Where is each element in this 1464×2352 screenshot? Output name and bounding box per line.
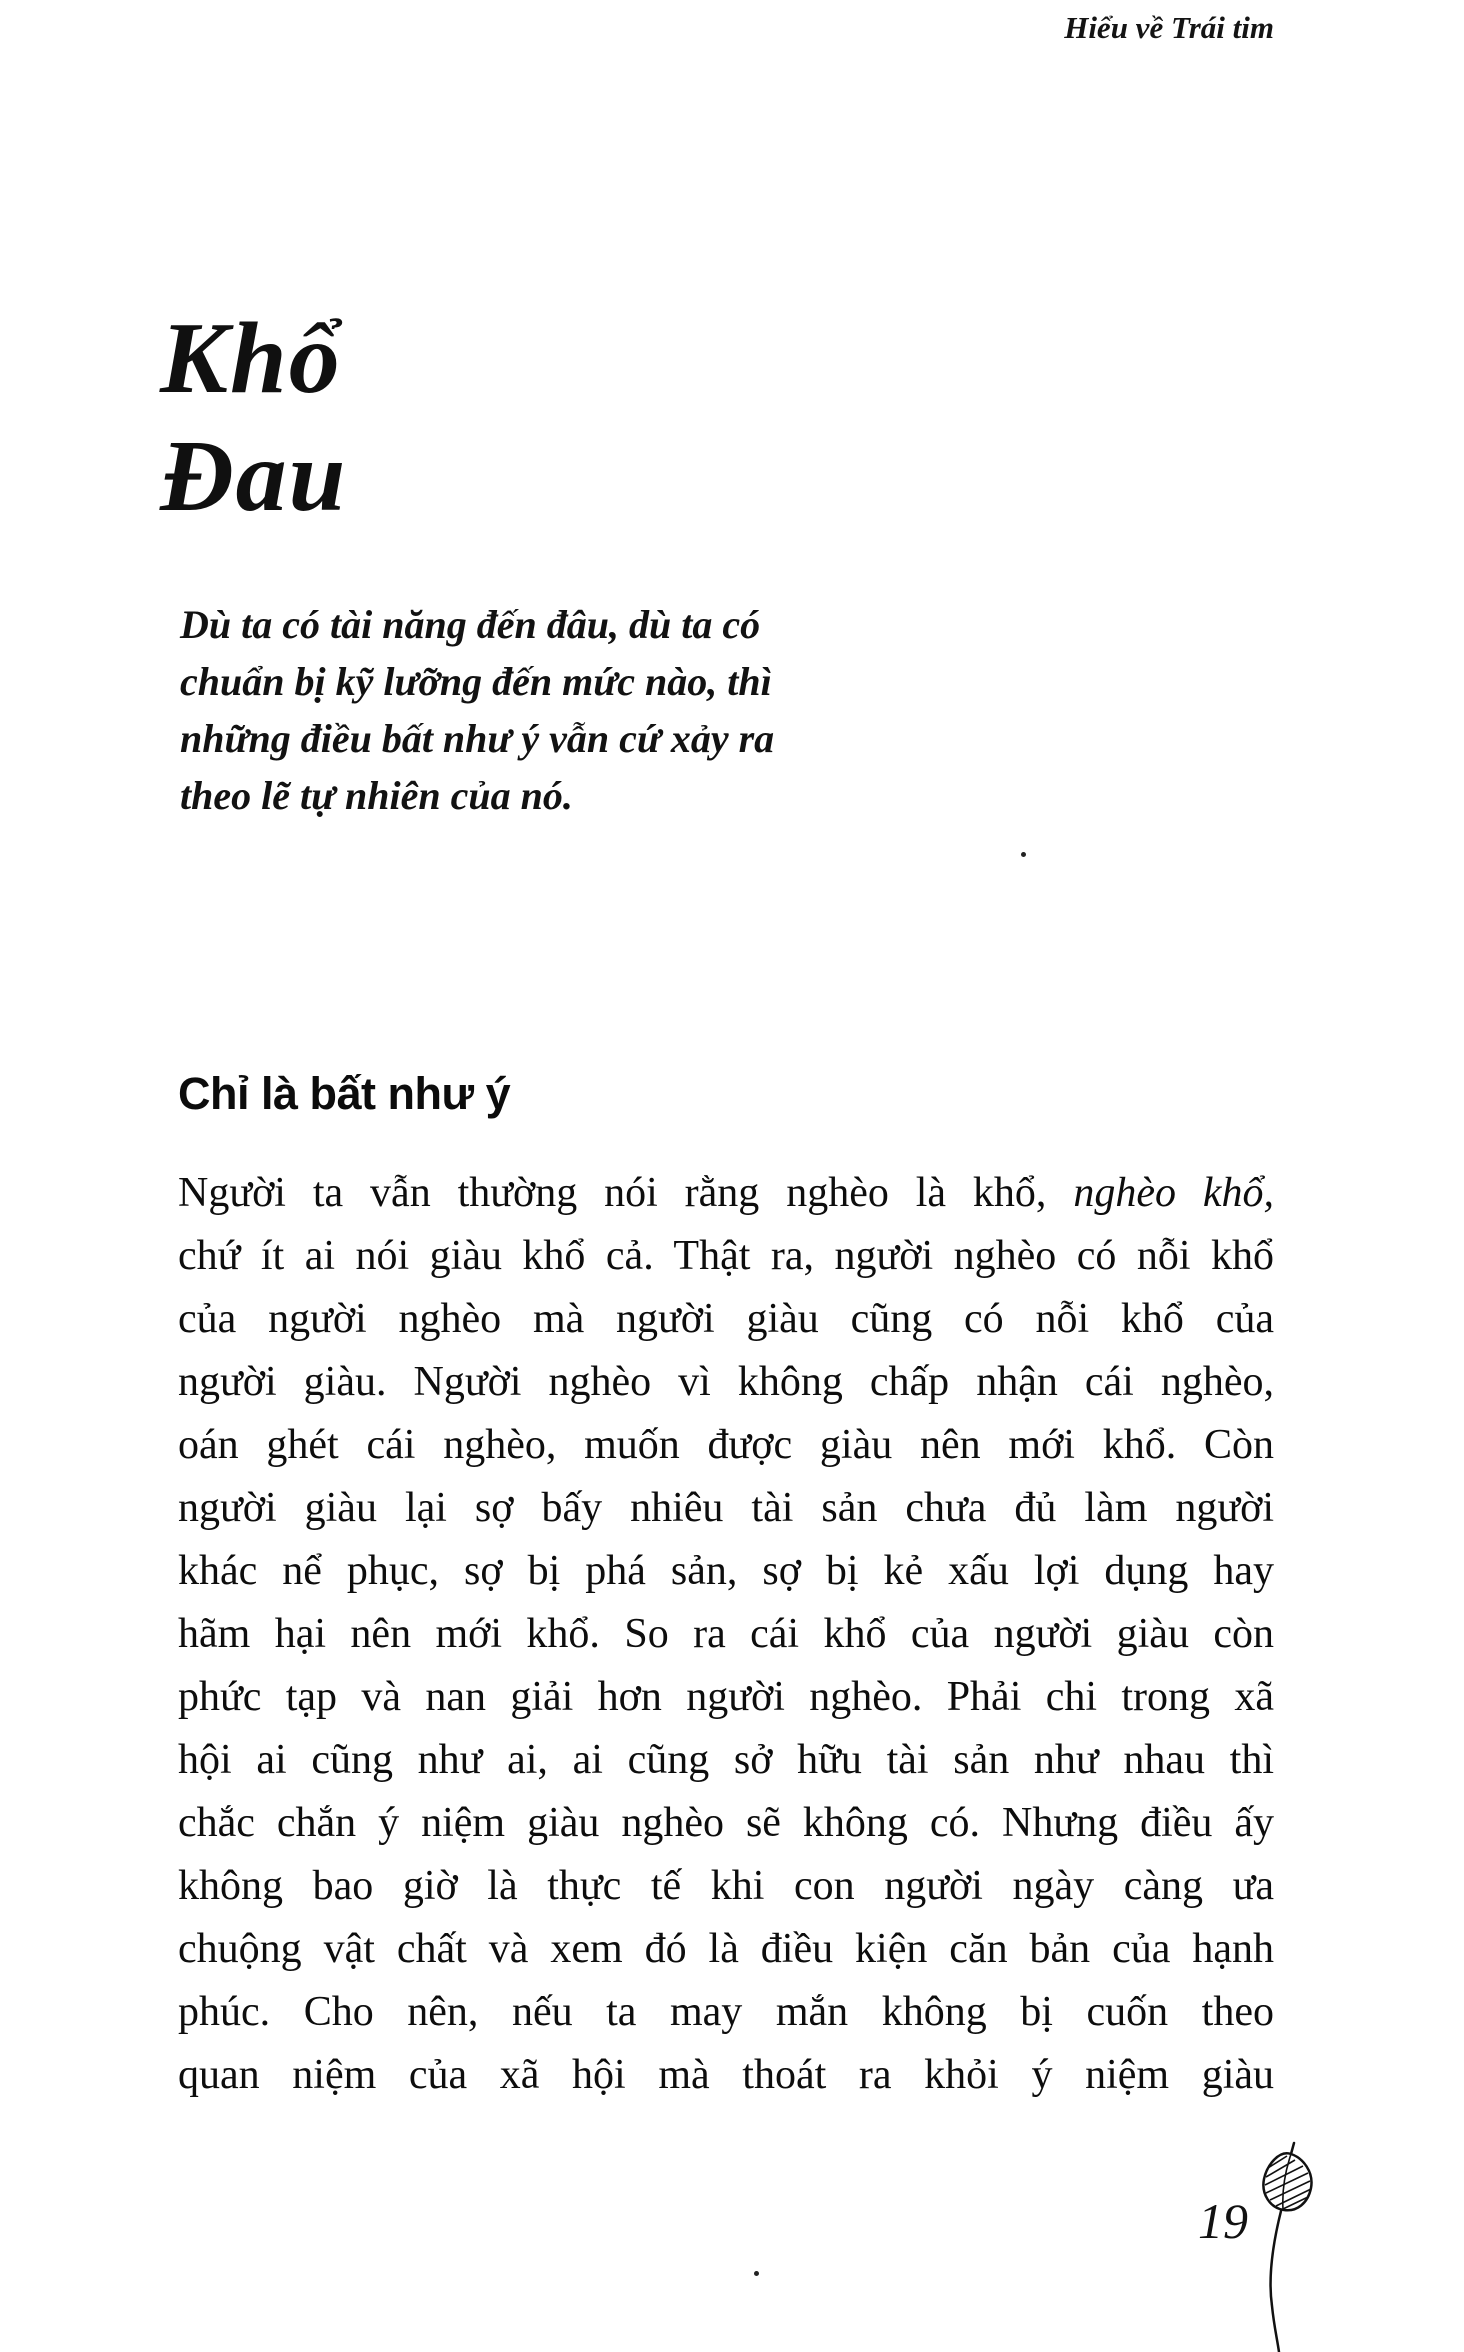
body-line: [178, 1729, 1274, 1792]
body-paragraph: [178, 1162, 1274, 2107]
body-segment: khác nể phục, sợ bị phá sản, sợ bị kẻ xấu lợi dụng hay: [178, 1548, 1274, 1594]
body-line: [178, 1351, 1274, 1414]
body-line: [178, 1288, 1274, 1351]
body-line: [178, 1792, 1274, 1855]
body-segment: người giàu lại sợ bấy nhiêu tài sản chưa đủ làm người: [178, 1485, 1274, 1531]
chapter-title-line2: Đau: [160, 420, 348, 533]
body-segment: người giàu. Người nghèo vì không chấp nhận cái nghèo,: [178, 1359, 1274, 1405]
page-number: 19: [1198, 2193, 1248, 2249]
body-line: [178, 1162, 1274, 1225]
body-segment: chắc chắn ý niệm giàu nghèo sẽ không có. Nhưng điều ấy: [178, 1800, 1274, 1846]
body-line: [178, 2044, 1274, 2107]
chapter-title: [160, 300, 347, 536]
body-segment: oán ghét cái nghèo, muốn được giàu nên mới khổ. Còn: [178, 1422, 1274, 1468]
body-segment: phúc. Cho nên, nếu ta may mắn không bị cuốn theo: [178, 1989, 1274, 2035]
body-segment: hội ai cũng như ai, ai cũng sở hữu tài sản như nhau thì: [178, 1737, 1274, 1783]
ink-speck: [1021, 852, 1026, 857]
ink-speck: [754, 2271, 759, 2276]
body-segment: của người nghèo mà người giàu cũng có nỗi khổ của: [178, 1296, 1274, 1342]
body-segment: phức tạp và nan giải hơn người nghèo. Phải chi trong xã: [178, 1674, 1274, 1720]
body-segment: chuộng vật chất và xem đó là điều kiện căn bản của hạnh: [178, 1926, 1274, 1972]
chapter-title-line1: Khổ: [160, 302, 342, 415]
body-segment: hãm hại nên mới khổ. So ra cái khổ của người giàu còn: [178, 1611, 1274, 1657]
body-italic-segment: nghèo khổ,: [1073, 1170, 1274, 1216]
body-line: [178, 1666, 1274, 1729]
epigraph-line: Dù ta có tài năng đến đâu, dù ta có: [180, 602, 761, 647]
section-heading: Chỉ là bất như ý: [178, 1068, 511, 1119]
epigraph: [180, 596, 860, 824]
body-segment: quan niệm của xã hội mà thoát ra khỏi ý niệm giàu: [178, 2052, 1274, 2098]
body-line: [178, 1981, 1274, 2044]
body-line: [178, 1477, 1274, 1540]
body-line: [178, 1540, 1274, 1603]
running-header: Hiểu về Trái tim: [1064, 10, 1274, 45]
body-line: [178, 1414, 1274, 1477]
epigraph-line: những điều bất như ý vẫn cứ xảy ra: [180, 716, 775, 761]
epigraph-line: chuẩn bị kỹ lưỡng đến mức nào, thì: [180, 659, 772, 704]
leaf-decoration-icon: [1237, 2138, 1327, 2352]
body-segment: chứ ít ai nói giàu khổ cả. Thật ra, người nghèo có nỗi khổ: [178, 1233, 1274, 1279]
body-segment: Người ta vẫn thường nói rằng nghèo là khổ,: [178, 1170, 1074, 1216]
body-line: [178, 1855, 1274, 1918]
body-line: [178, 1918, 1274, 1981]
body-line: [178, 1603, 1274, 1666]
epigraph-line: theo lẽ tự nhiên của nó.: [180, 773, 573, 818]
body-line: [178, 1225, 1274, 1288]
body-segment: không bao giờ là thực tế khi con người ngày càng ưa: [178, 1863, 1274, 1909]
